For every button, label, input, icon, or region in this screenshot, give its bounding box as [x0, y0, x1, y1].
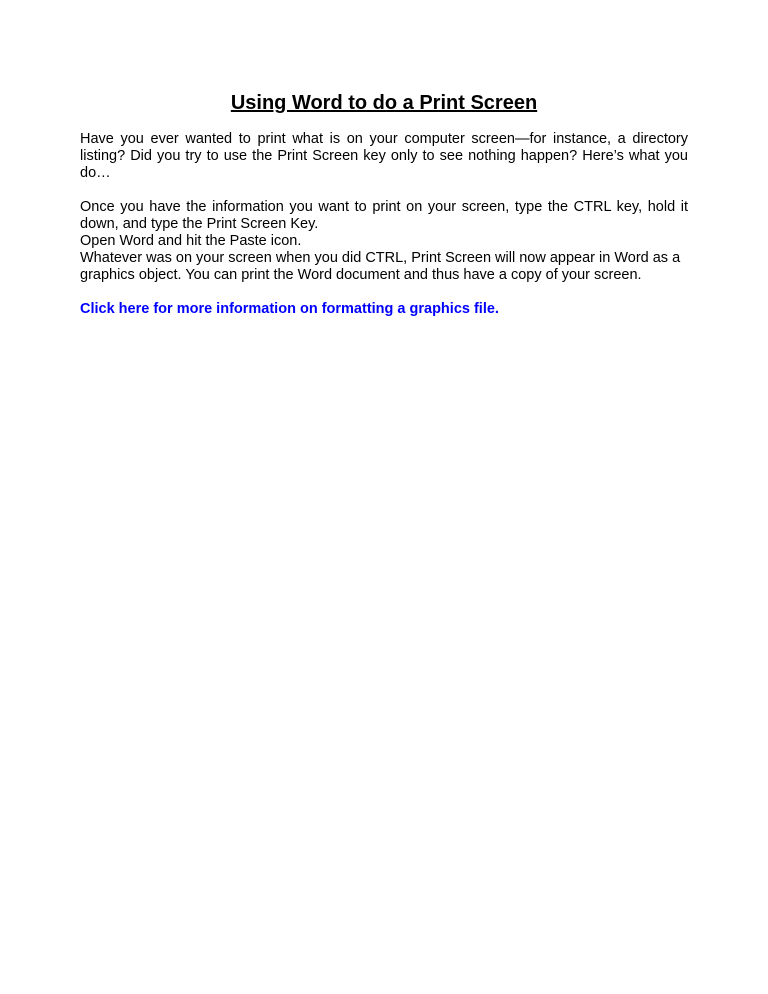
step-paragraph-ctrl: Once you have the information you want to print on your screen, type the CTRL key, hold it down, and type the Print Screen Key.	[80, 199, 688, 232]
document-title: Using Word to do a Print Screen	[230, 92, 538, 114]
intro-paragraph: Have you ever wanted to print what is on your computer screen—for instance, a directory listing? Did you try to use the Print Screen key only to see nothing happen? Here’s what you do…	[80, 131, 688, 181]
step-paragraph-result: Whatever was on your screen when you did CTRL, Print Screen will now appear in Word as a graphics object. You can print the Word document and thus have a copy of your screen.	[80, 250, 681, 283]
more-info-link[interactable]: Click here for more information on formatting a graphics file.	[80, 301, 499, 317]
step-paragraph-paste: Open Word and hit the Paste icon.	[80, 233, 302, 249]
paragraph-spacer	[80, 182, 688, 199]
